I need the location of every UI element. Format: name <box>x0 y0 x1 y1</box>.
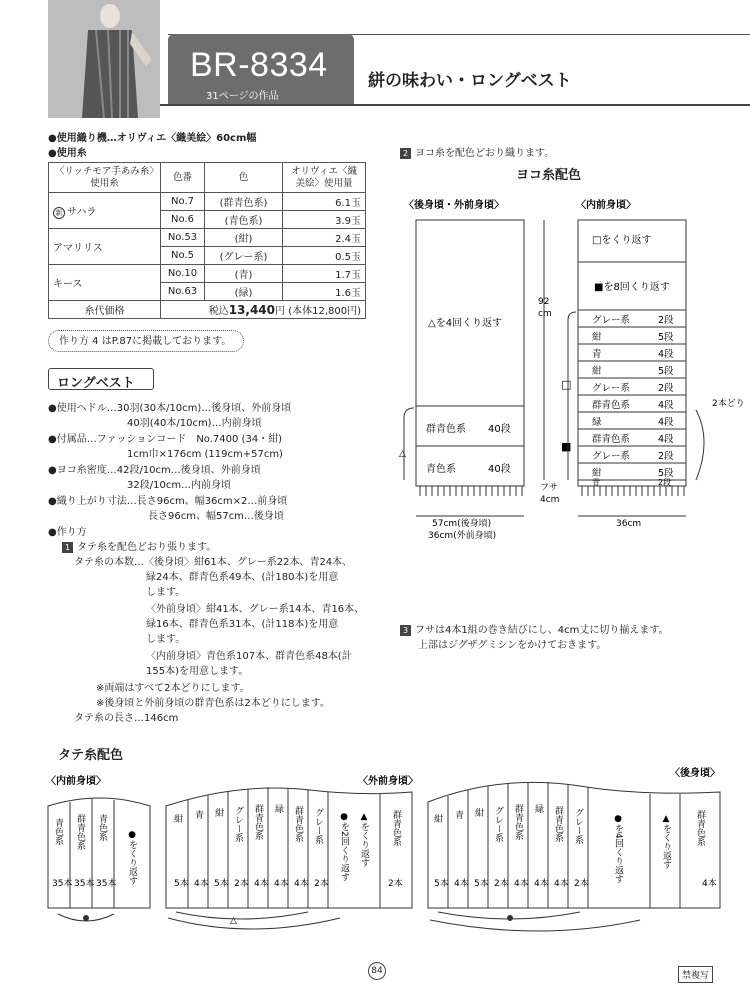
model-photo <box>48 0 160 118</box>
back-row-count: 40段 <box>488 424 511 435</box>
repeat-bracket <box>404 408 414 480</box>
warp-col-name: グレー系 <box>233 806 243 842</box>
col-yarn: 〈リッチモア手あみ糸〉使用糸 <box>49 163 161 193</box>
warp-col-count: 5本 <box>214 879 229 889</box>
warp-col-name: 青色系 <box>53 818 63 845</box>
warp-col-count: 4本 <box>454 879 469 889</box>
stripe-name: 紺 <box>592 332 602 343</box>
copy-prohibited-tag: 禁複写 <box>678 966 713 983</box>
inner-repeat-2: ■を8回くり返す <box>594 282 670 293</box>
warp-col-name: 群青色系 <box>553 806 563 842</box>
stripe-name: グレー系 <box>592 451 631 462</box>
back-row-name: 青色系 <box>426 464 456 475</box>
stripe-name: 群青色系 <box>592 434 631 445</box>
step-number-icon: 2 <box>400 148 411 159</box>
table-header-row <box>49 163 366 193</box>
stripe-name: 紺 <box>592 468 602 479</box>
size-line-1: ●織り上がり寸法…長さ96cm、幅36cm×2…前身頃 <box>48 496 288 507</box>
table-row <box>49 265 366 283</box>
two-strand-bracket <box>696 410 704 480</box>
col-amount: オリヴィエ〈織美絵〉使用量 <box>283 163 366 193</box>
repeat-triangle: △ <box>230 916 237 926</box>
stripe-rows: 2段 <box>658 315 674 326</box>
step3-line-2: 上部はジグザグミシンをかけておきます。 <box>418 640 607 651</box>
page-number: 84 <box>368 962 386 980</box>
stripe-rows: 2段 <box>658 478 672 487</box>
warp-back-panel <box>428 782 720 908</box>
filled-square-marker: ■ <box>561 440 572 453</box>
photo-illustration <box>48 0 160 118</box>
repeat-bracket <box>168 918 340 929</box>
fringe-label: フサ <box>540 483 559 493</box>
two-strand-label: 2本どり <box>712 399 745 409</box>
stripe-rows: 4段 <box>658 349 674 360</box>
step1-line: します。 <box>146 634 186 645</box>
repeat-bracket <box>176 912 308 919</box>
warp-col-name: 群青色系 <box>253 804 263 840</box>
warp-col-name: 群青色系 <box>293 806 303 842</box>
yarn-table <box>48 162 366 319</box>
warp-repeat-note: ▲をくり返す <box>359 812 369 867</box>
weft-diagram <box>396 180 745 541</box>
heddle-line-1: ●使用ヘドル…30羽(30本/10cm)…後身頃、外前身頃 <box>48 403 292 414</box>
density-line-1: ●ヨコ糸密度…42段/10cm…後身頃、外前身頃 <box>48 465 261 476</box>
title-rule <box>160 104 750 106</box>
warp-col-count: 5本 <box>174 879 189 889</box>
new-badge: 新 <box>53 207 65 219</box>
back-row-count: 40段 <box>488 464 511 475</box>
color-name: (青) <box>205 265 283 283</box>
color-number: No.5 <box>161 247 205 265</box>
inner-panel-label: 〈内前身頃〉 <box>576 200 636 211</box>
amount: 1.7玉 <box>283 265 366 283</box>
color-number: No.10 <box>161 265 205 283</box>
warp-col-count: 2本 <box>574 879 589 889</box>
warp-col-name: 青 <box>193 810 203 819</box>
step1-note: ※後身頃と外前身頃の群青色系は2本どりにします。 <box>96 698 330 709</box>
col-color: 色 <box>205 163 283 193</box>
repeat-dot <box>507 915 513 921</box>
stripe-name: 緑 <box>592 417 602 428</box>
yarn-name: アマリリス <box>49 229 161 265</box>
inner-repeat-1: □をくり返す <box>592 235 652 246</box>
warp-col-name: 群青色系 <box>391 810 401 846</box>
warp-outer-panel <box>166 788 412 908</box>
warp-col-name: 群青色系 <box>513 804 523 840</box>
warp-col-count: 4本 <box>534 879 549 889</box>
color-number: No.6 <box>161 211 205 229</box>
weft-diagram-title: ヨコ糸配色 <box>516 168 582 183</box>
warp-col-count: 2本 <box>314 879 329 889</box>
density-line-2: 32段/10cm…内前身頃 <box>127 480 232 491</box>
table-row <box>49 193 366 211</box>
stripe-name: 青 <box>592 349 602 360</box>
warp-col-name: グレー系 <box>493 806 503 842</box>
price-value: 税込13,440円 (本体12,800円) <box>161 301 366 319</box>
warp-length: タテ糸の長さ…146cm <box>74 713 179 724</box>
repeat-dot <box>83 915 89 921</box>
warp-col-count: 4本 <box>254 879 269 889</box>
step1-line: 〈内前身頃〉青色系107本、群青色系48本(計 <box>146 651 352 662</box>
warp-col-count: 4本 <box>702 879 717 889</box>
stripe-rows: 2段 <box>658 451 674 462</box>
warp-col-name: 青色系 <box>97 814 107 841</box>
step1-line: 緑24本、群青色系49本、(計180本)を用意 <box>146 572 339 583</box>
warp-col-name: 群青色系 <box>75 814 85 850</box>
step1-line: 〈外前身頃〉紺41本、グレー系14本、青16本、 <box>146 604 365 615</box>
method-heading: ●作り方 <box>48 527 87 538</box>
amount: 3.9玉 <box>283 211 366 229</box>
color-name: (紺) <box>205 229 283 247</box>
warp-col-name: 紺 <box>172 814 182 823</box>
warp-col-count: 4本 <box>294 879 309 889</box>
loom-info: ●使用織り機…オリヴィエ〈織美絵〉60cm幅 <box>48 133 257 144</box>
step1-note: ※両端はすべて2本どりにします。 <box>96 683 250 694</box>
stripe-rows: 5段 <box>658 366 674 377</box>
warp-inner-label: 〈内前身頃〉 <box>46 776 106 787</box>
back-row-name: 群青色系 <box>426 424 466 435</box>
warp-col-count: 35本 <box>96 879 117 889</box>
warp-col-name: 青 <box>453 810 463 819</box>
back-repeat: △を4回くり返す <box>428 318 503 329</box>
warp-col-count: 4本 <box>274 879 289 889</box>
warp-col-count: 4本 <box>514 879 529 889</box>
price-row <box>49 301 366 319</box>
size-line-2: 長さ96cm、幅57cm…後身頃 <box>148 511 284 522</box>
step1-title: 1 タテ糸を配色どおり張ります。 <box>62 541 216 556</box>
amount: 0.5玉 <box>283 247 366 265</box>
step1-line: します。 <box>146 587 186 598</box>
stripe-rows: 4段 <box>658 417 674 428</box>
warp-col-name: 群青色系 <box>695 810 705 846</box>
section-heading: ロングベスト <box>48 368 154 390</box>
step2-text: 2 ヨコ糸を配色どおり織ります。 <box>400 147 554 162</box>
step1-line: 緑16本、群青色系31本、(計118本)を用意 <box>146 619 339 630</box>
stripe-name: 紺 <box>592 366 602 377</box>
warp-diagram-title: タテ糸配色 <box>58 748 124 763</box>
stripe-rows: 2段 <box>658 383 674 394</box>
fringe-length: 4cm <box>540 495 560 505</box>
back-fringe <box>420 486 522 496</box>
open-square-marker: □ <box>561 378 572 391</box>
warp-col-count: 2本 <box>494 879 509 889</box>
repeat-bracket <box>430 920 640 931</box>
col-number: 色番 <box>161 163 205 193</box>
width-front: 36cm(外前身頃) <box>428 531 497 541</box>
stripe-rows: 4段 <box>658 434 674 445</box>
warp-col-name: 紺 <box>473 808 483 817</box>
color-name: (青色系) <box>205 211 283 229</box>
warp-col-count: 2本 <box>388 879 403 889</box>
stripe-rows: 5段 <box>658 332 674 343</box>
stripe-name: 青 <box>592 478 600 487</box>
warp-col-name: グレー系 <box>313 808 323 844</box>
warp-diagram <box>40 762 730 942</box>
warp-back-label: 〈後身頃〉 <box>670 768 720 779</box>
width-back: 57cm(後身頃) <box>432 519 492 529</box>
warp-col-count: 5本 <box>434 879 449 889</box>
repeat-bracket <box>568 312 576 480</box>
color-number: No.7 <box>161 193 205 211</box>
accessory-line-1: ●付属品…ファッションコード No.7400 (34・紺) <box>48 434 283 445</box>
color-number: No.53 <box>161 229 205 247</box>
back-panel-label: 〈後身頃・外前身頃〉 <box>404 200 504 211</box>
warp-col-name: グレー系 <box>573 808 583 844</box>
accessory-line-2: 1cm巾×176cm (119cm+57cm) <box>127 449 283 460</box>
warp-outer-label: 〈外前身頃〉 <box>358 776 418 787</box>
step3-line-1: 3 フサは4本1組の巻き結びにし、4cm丈に切り揃えます。 <box>400 624 669 639</box>
width-inner: 36cm <box>616 519 642 529</box>
instruction-note: 作り方 4 はP.87に掲載しております。 <box>48 330 244 352</box>
warp-col-count: 35本 <box>74 879 95 889</box>
page-reference: 31ページの作品 <box>206 91 279 102</box>
warp-col-count: 2本 <box>234 879 249 889</box>
step1-line: タテ糸の本数…〈後身頃〉紺61本、グレー系22本、青24本、 <box>74 557 353 568</box>
inner-fringe <box>582 486 684 496</box>
color-number: No.63 <box>161 283 205 301</box>
stripe-name: グレー系 <box>592 315 631 326</box>
color-name: (群青色系) <box>205 193 283 211</box>
stripe-rows: 4段 <box>658 400 674 411</box>
yarn-heading: ●使用糸 <box>48 148 87 159</box>
page-title: 絣の味わい・ロングベスト <box>368 71 572 91</box>
color-name: (緑) <box>205 283 283 301</box>
warp-repeat-note: ●を4回くり返す <box>613 814 623 884</box>
yarn-name: 新 サハラ <box>49 193 161 229</box>
height-value: 92 <box>538 297 550 307</box>
warp-col-count: 5本 <box>474 879 489 889</box>
heddle-line-2: 40羽(40本/10cm)…内前身頃 <box>127 418 262 429</box>
warp-repeat-note: ●を2回くり返す <box>339 812 349 882</box>
warp-col-count: 4本 <box>194 879 209 889</box>
warp-col-name: 緑 <box>273 804 283 813</box>
table-row <box>49 229 366 247</box>
step-number-icon: 3 <box>400 625 411 636</box>
height-unit: cm <box>538 309 552 319</box>
amount: 1.6玉 <box>283 283 366 301</box>
amount: 6.1玉 <box>283 193 366 211</box>
stripe-name: グレー系 <box>592 383 631 394</box>
price-label: 糸代価格 <box>49 301 161 319</box>
stripe-name: 群青色系 <box>592 400 631 411</box>
warp-col-count: 4本 <box>554 879 569 889</box>
warp-col-name: 紺 <box>432 814 442 823</box>
warp-col-name: 緑 <box>533 804 543 813</box>
stripe-rows: 5段 <box>658 468 674 479</box>
warp-repeat-note: ▲をくり返す <box>661 814 671 869</box>
warp-repeat-note: ●をくり返す <box>127 830 137 885</box>
step1-line: 155本)を用意します。 <box>146 666 249 677</box>
triangle-marker: △ <box>399 449 406 459</box>
amount: 2.4玉 <box>283 229 366 247</box>
yarn-name: キース <box>49 265 161 301</box>
pattern-code: BR-8334 <box>190 46 328 84</box>
step-number-icon: 1 <box>62 542 73 553</box>
warp-col-name: 紺 <box>213 808 223 817</box>
warp-col-count: 35本 <box>52 879 73 889</box>
color-name: (グレー系) <box>205 247 283 265</box>
